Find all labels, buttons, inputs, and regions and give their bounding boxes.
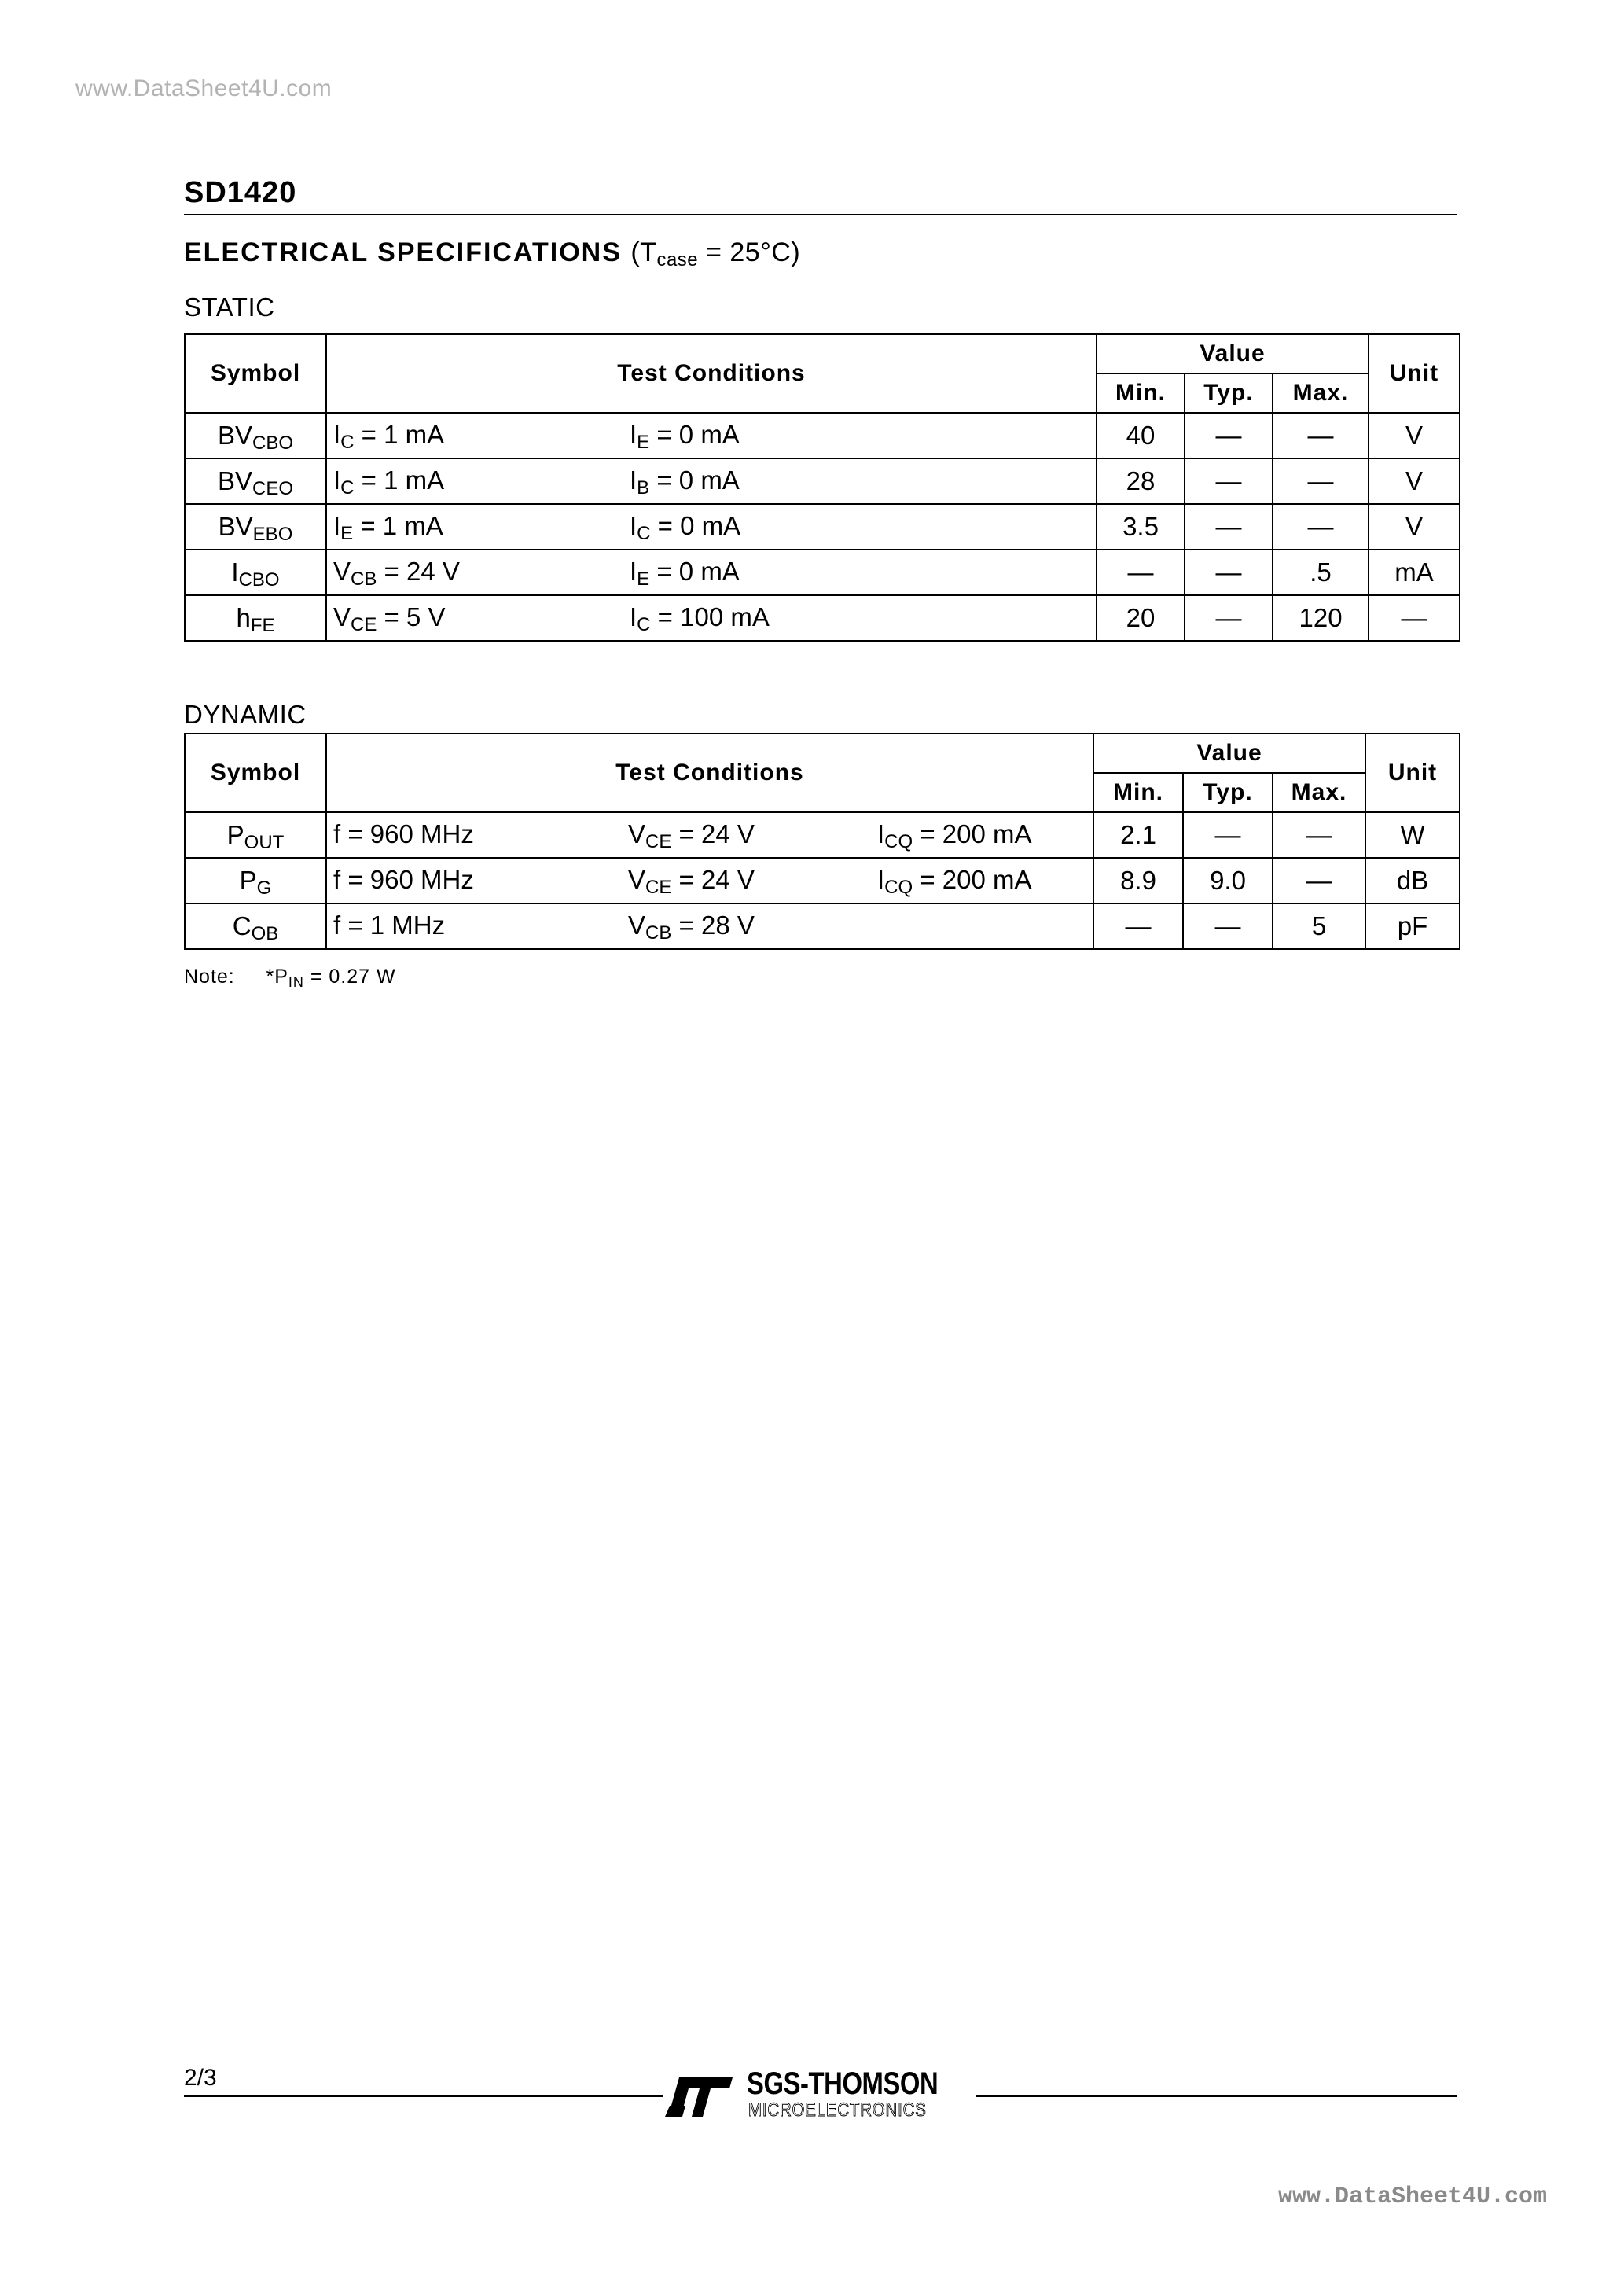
section-condition: $(T_{case} = 25^\circ C)$ [630, 237, 801, 270]
condition-2: $I_E = 0$ mA [630, 557, 740, 591]
condition-1: $I_C = 1$ mA [333, 465, 445, 499]
watermark-top: www.DataSheet4U.com [75, 75, 333, 101]
footer-divider-left [184, 2095, 663, 2097]
condition-2: $I_B = 0$ mA [630, 465, 740, 499]
min-cell: 20 [1097, 595, 1185, 641]
col-header-max: Max. [1273, 773, 1365, 812]
dynamic-label: DYNAMIC [184, 700, 307, 729]
condition-2: $I_C = 100$ mA [630, 602, 770, 636]
condition-1: f = 960 MHz [333, 819, 474, 849]
symbol-cell: $I_{CBO}$ [185, 550, 326, 595]
brand-subtitle: MICROELECTRONICS [748, 2099, 927, 2121]
max-cell: — [1273, 858, 1365, 903]
symbol-cell: $BV_{CEO}$ [185, 458, 326, 504]
table-note [184, 966, 396, 988]
static-table [184, 333, 1460, 642]
col-header-symbol: Symbol [185, 734, 326, 812]
condition-2: $V_{CE} = 24$ V [628, 865, 755, 899]
typ-cell: — [1185, 413, 1273, 458]
symbol-cell: $BV_{EBO}$ [185, 504, 326, 550]
typ-cell: — [1185, 504, 1273, 550]
condition-3: $I_{CQ} = 200$ mA [877, 865, 1032, 899]
max-cell: 120 [1273, 595, 1369, 641]
unit-cell: W [1365, 812, 1460, 858]
col-header-unit: Unit [1369, 334, 1460, 413]
symbol-cell: $P_G$ [185, 858, 326, 903]
symbol-cell: $C_{OB}$ [185, 903, 326, 949]
part-number-title: SD1420 [184, 176, 297, 209]
max-cell: — [1273, 504, 1369, 550]
condition-3: $I_{CQ} = 200$ mA [877, 819, 1032, 853]
min-cell: — [1097, 550, 1185, 595]
conditions-cell [326, 812, 1093, 858]
st-logo-icon [662, 2068, 737, 2123]
section-title [184, 237, 800, 268]
section-title-text: ELECTRICAL SPECIFICATIONS [184, 237, 622, 267]
table-row [185, 595, 1460, 641]
conditions-cell [326, 858, 1093, 903]
condition-1: $V_{CE} = 5$ V [333, 602, 446, 636]
col-header-min: Min. [1093, 773, 1183, 812]
table-row [185, 858, 1460, 903]
typ-cell: 9.0 [1183, 858, 1273, 903]
min-cell: 3.5 [1097, 504, 1185, 550]
condition-2: $V_{CE} = 24$ V [628, 819, 755, 853]
col-header-min: Min. [1097, 373, 1185, 413]
unit-cell: dB [1365, 858, 1460, 903]
conditions-cell [326, 903, 1093, 949]
typ-cell: — [1185, 595, 1273, 641]
max-cell: — [1273, 458, 1369, 504]
col-header-value: Value [1093, 734, 1365, 773]
table-row [185, 458, 1460, 504]
col-header-symbol: Symbol [185, 334, 326, 413]
static-label: STATIC [184, 293, 275, 322]
symbol-cell: $h_{FE}$ [185, 595, 326, 641]
conditions-cell [326, 595, 1097, 641]
max-cell: — [1273, 812, 1365, 858]
min-cell: — [1093, 903, 1183, 949]
min-cell: 40 [1097, 413, 1185, 458]
conditions-cell [326, 458, 1097, 504]
watermark-bottom: www.DataSheet4U.com [1277, 2184, 1547, 2210]
condition-1: $I_E = 1$ mA [333, 511, 443, 545]
col-header-value: Value [1097, 334, 1369, 373]
table-row [185, 504, 1460, 550]
conditions-cell [326, 413, 1097, 458]
max-cell: — [1273, 413, 1369, 458]
dynamic-table [184, 733, 1460, 950]
condition-1: f = 960 MHz [333, 865, 474, 895]
symbol-cell: $BV_{CBO}$ [185, 413, 326, 458]
unit-cell: pF [1365, 903, 1460, 949]
unit-cell: mA [1369, 550, 1460, 595]
table-row [185, 903, 1460, 949]
condition-1: f = 1 MHz [333, 911, 446, 940]
typ-cell: — [1183, 903, 1273, 949]
condition-2: $I_E = 0$ mA [630, 420, 740, 454]
table-row [185, 812, 1460, 858]
typ-cell: — [1185, 458, 1273, 504]
unit-cell: V [1369, 458, 1460, 504]
unit-cell: V [1369, 413, 1460, 458]
min-cell: 8.9 [1093, 858, 1183, 903]
company-logo [662, 2068, 976, 2123]
footer-divider-right [976, 2095, 1457, 2097]
table-row [185, 413, 1460, 458]
condition-1: $V_{CB} = 24$ V [333, 557, 460, 591]
typ-cell: — [1185, 550, 1273, 595]
max-cell: .5 [1273, 550, 1369, 595]
min-cell: 2.1 [1093, 812, 1183, 858]
condition-2: $V_{CB} = 28$ V [628, 911, 755, 944]
symbol-cell: $P_{OUT}$ [185, 812, 326, 858]
col-header-max: Max. [1273, 373, 1369, 413]
conditions-cell [326, 550, 1097, 595]
unit-cell: V [1369, 504, 1460, 550]
col-header-test-conditions: Test Conditions [326, 334, 1097, 413]
condition-2: $I_C = 0$ mA [630, 511, 741, 545]
title-divider [184, 214, 1457, 215]
max-cell: 5 [1273, 903, 1365, 949]
brand-name: SGS-THOMSON [747, 2066, 939, 2101]
page-number: 2/3 [184, 2065, 217, 2091]
col-header-unit: Unit [1365, 734, 1460, 812]
note-text: $*P_{IN} = 0.27$ W [266, 966, 396, 990]
note-label: Note: [184, 966, 235, 988]
condition-1: $I_C = 1$ mA [333, 420, 445, 454]
col-header-typ: Typ. [1183, 773, 1273, 812]
col-header-test-conditions: Test Conditions [326, 734, 1093, 812]
unit-cell: — [1369, 595, 1460, 641]
min-cell: 28 [1097, 458, 1185, 504]
typ-cell: — [1183, 812, 1273, 858]
col-header-typ: Typ. [1185, 373, 1273, 413]
table-row [185, 550, 1460, 595]
conditions-cell [326, 504, 1097, 550]
